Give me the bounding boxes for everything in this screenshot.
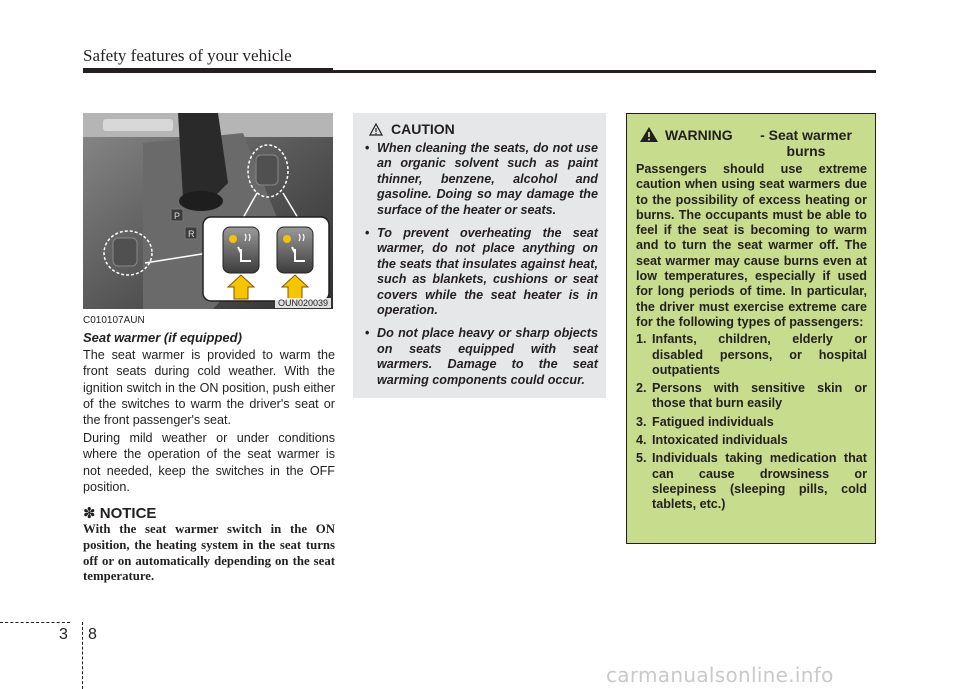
warning-item: 5. Individuals taking medication that can cause drowsiness or sleepiness (sleeping pills, cold tablets, etc.) [636,451,867,512]
page-number: 8 [88,626,97,643]
section-subtitle: Seat warmer (if equipped) [83,330,242,345]
notice-title: ✽ NOTICE [83,505,157,522]
watermark: carmanualsonline.info [606,663,834,687]
warning-triangle-icon [639,126,659,143]
caution-item: • When cleaning the seats, do not use an organic solvent such as paint thinner, benzene, alcohol and gasoline. Doing so may damage the surface of the heater or seats. [363,141,598,218]
warning-item: 2. Persons with sensitive skin or those that burn easily [636,381,867,411]
svg-text:R: R [188,229,195,239]
warning-list [636,332,867,512]
caution-triangle-icon [369,123,383,136]
page-header-title: Safety features of your vehicle [83,46,292,65]
warning-box [626,113,876,544]
warning-item: 3. Fatigued individuals [636,414,774,429]
page-chapter: 3 [59,626,68,643]
footer-rule [0,622,70,623]
paragraph-1: The seat warmer is provided to warm the front seats during cold weather. With the ignition switch in the ON position, push either of the switches to warm the driver's seat or the front passenger's seat. [83,348,335,428]
notice-body: With the seat warmer switch in the ON position, the heating system in the seat turns off or on automatically depending on the seat temperature. [83,522,335,584]
caution-box [353,113,606,398]
seat-warmer-photo [83,113,333,309]
photo-code: OUN020039 [275,298,331,308]
warning-body: Passengers should use extreme caution when using seat warmers due to the possibility of excess heating or burns. The occupants must be able to feel if the seat is becoming to warm and to turn the seat warmer off. The seat warmer may cause burns even at low temperatures, especially if used for long periods of time. In particular, the driver must exercise extreme care for the following types of passengers: [636,162,867,329]
section-code: C010107AUN [83,315,145,326]
header-rule-accent [83,68,333,73]
warning-subtitle: - Seat warmer burns [760,127,852,159]
footer-divider [82,622,83,689]
warning-title: WARNING [665,127,733,143]
warning-item: 1. Infants, children, elderly or disabled persons, or hospital outpatients [636,332,867,377]
svg-text:P: P [174,211,181,221]
warning-item: 4. Intoxicated individuals [636,433,788,448]
caution-item: • To prevent overheating the seat warmer, do not place anything on the seats that insulates against heat, such as blankets, cushions or seat covers while the seat heater is in operation. [363,226,598,318]
caution-list [363,141,598,388]
caution-title: CAUTION [391,121,455,137]
paragraph-2: During mild weather or under conditions where the operation of the seat warmer is not needed, keep the switches in the OFF position. [83,431,335,494]
caution-item: • Do not place heavy or sharp objects on seats equipped with seat warmers. Damage to the seat warming components could occur. [363,326,598,388]
